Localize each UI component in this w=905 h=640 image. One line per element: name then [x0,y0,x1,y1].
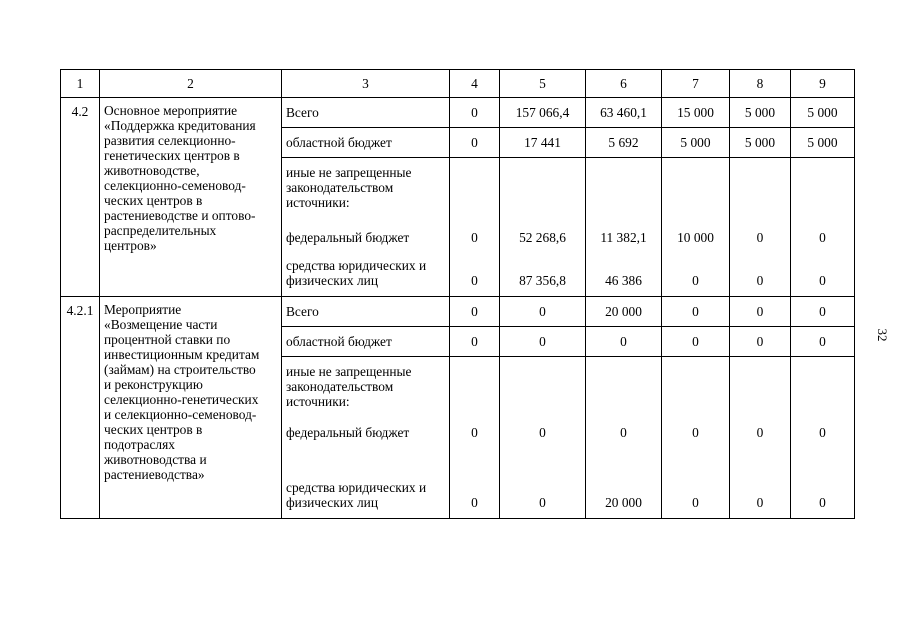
header-cell: 6 [586,70,662,98]
value-legal: 0 [756,273,764,288]
source-line: иные не запрещенные [286,364,412,379]
value-stack [662,158,730,297]
header-row [61,70,855,98]
item-name-line: «Возмещение части [104,317,218,332]
source-line: средства юридических и [286,480,427,495]
value-cell: 0 [586,327,662,357]
value-federal: 0 [819,230,826,245]
value-cell: 0 [662,327,730,357]
source-cell: областной бюджет [282,327,450,357]
item-name-line: распределительных [104,223,217,238]
value-stack [450,357,500,519]
item-name-line: Мероприятие [104,302,182,317]
value-cell: 0 [450,327,500,357]
item-name-line: (займам) на строительство [104,362,256,377]
budget-table [60,69,855,519]
value-cell: 0 [730,297,791,327]
value-cell: 0 [730,327,791,357]
source-line: законодательством [286,180,394,195]
source-cell: областной бюджет [282,128,450,158]
value-legal: 0 [539,495,546,510]
item-name-line: центров» [104,238,157,253]
item-name-line: селекционно-генетических [104,392,259,407]
value-cell: 20 000 [586,297,662,327]
item-name-line: Основное мероприятие [104,103,238,118]
value-cell: 15 000 [662,98,730,128]
value-stack [662,357,730,519]
value-cell: 63 460,1 [586,98,662,128]
value-stack [791,357,855,519]
value-federal: 0 [471,230,478,245]
value-legal: 0 [471,495,478,510]
item-name [100,297,282,519]
value-cell: 5 000 [791,98,855,128]
item-name-line: животноводстве, [104,163,200,178]
item-name-line: и реконструкцию [104,377,203,392]
value-legal: 20 000 [605,495,642,510]
source-cell: Всего [282,297,450,327]
page-number: 32 [875,328,890,342]
item-name-line: процентной ставки по [104,332,231,347]
value-cell: 5 000 [730,128,791,158]
source-cell-other [282,158,450,297]
value-cell: 0 [450,128,500,158]
source-cell: Всего [282,98,450,128]
item-name-line: ческих центров в [104,193,203,208]
item-name-line: генетических центров в [104,148,240,163]
source-line: законодательством [286,379,394,394]
item-name-line: развития селекционно- [104,133,236,148]
value-legal: 0 [819,495,826,510]
source-line: физических лиц [286,495,378,510]
value-federal: 0 [471,425,478,440]
source-federal: федеральный бюджет [286,425,410,440]
source-line: средства юридических и [286,258,427,273]
item-name-line: растениеводства» [104,467,205,482]
value-cell: 17 441 [500,128,586,158]
value-cell: 0 [500,297,586,327]
value-stack [500,357,586,519]
header-cell: 1 [61,70,100,98]
value-federal: 52 268,6 [519,230,566,245]
item-name-line: инвестиционным кредитам [104,347,260,362]
value-cell: 5 000 [662,128,730,158]
value-cell: 0 [791,297,855,327]
item-code: 4.2.1 [61,297,100,519]
value-cell: 5 000 [791,128,855,158]
value-legal: 0 [471,273,478,288]
header-cell: 7 [662,70,730,98]
value-federal: 11 382,1 [600,230,647,245]
value-cell: 157 066,4 [500,98,586,128]
value-stack [791,158,855,297]
value-cell: 0 [450,98,500,128]
source-cell-other [282,357,450,519]
value-stack [730,158,791,297]
header-cell: 5 [500,70,586,98]
table-row [61,297,855,327]
header-cell: 3 [282,70,450,98]
value-legal: 87 356,8 [519,273,566,288]
value-cell: 0 [500,327,586,357]
table-row [61,98,855,128]
value-federal: 0 [756,425,764,440]
source-line: иные не запрещенные [286,165,412,180]
value-stack [586,158,662,297]
item-name-line: «Поддержка кредитования [104,118,256,133]
value-legal: 0 [756,495,764,510]
item-code: 4.2 [61,98,100,297]
value-legal: 46 386 [605,273,642,288]
value-cell: 0 [791,327,855,357]
value-cell: 0 [662,297,730,327]
item-name-line: и селекционно-семеновод- [104,407,257,422]
value-stack [586,357,662,519]
value-federal: 10 000 [677,230,714,245]
value-federal: 0 [620,425,627,440]
source-line: физических лиц [286,273,378,288]
value-cell: 0 [450,297,500,327]
value-legal: 0 [692,495,699,510]
value-federal: 0 [539,425,546,440]
header-cell: 8 [730,70,791,98]
header-cell: 2 [100,70,282,98]
header-cell: 9 [791,70,855,98]
item-name-line: растениеводстве и оптово- [104,208,256,223]
item-name-line: ческих центров в [104,422,203,437]
item-name-line: животноводства и [104,452,207,467]
value-cell: 5 692 [586,128,662,158]
header-cell: 4 [450,70,500,98]
value-stack [730,357,791,519]
value-federal: 0 [756,230,764,245]
value-cell: 5 000 [730,98,791,128]
item-name-line: селекционно-семеновод- [104,178,246,193]
source-line: источники: [286,394,350,409]
value-legal: 0 [692,273,699,288]
source-federal: федеральный бюджет [286,230,410,245]
value-stack [500,158,586,297]
source-line: источники: [286,195,350,210]
value-legal: 0 [819,273,826,288]
value-federal: 0 [692,425,699,440]
item-name-line: подотраслях [104,437,175,452]
value-stack [450,158,500,297]
value-federal: 0 [819,425,826,440]
item-name [100,98,282,297]
